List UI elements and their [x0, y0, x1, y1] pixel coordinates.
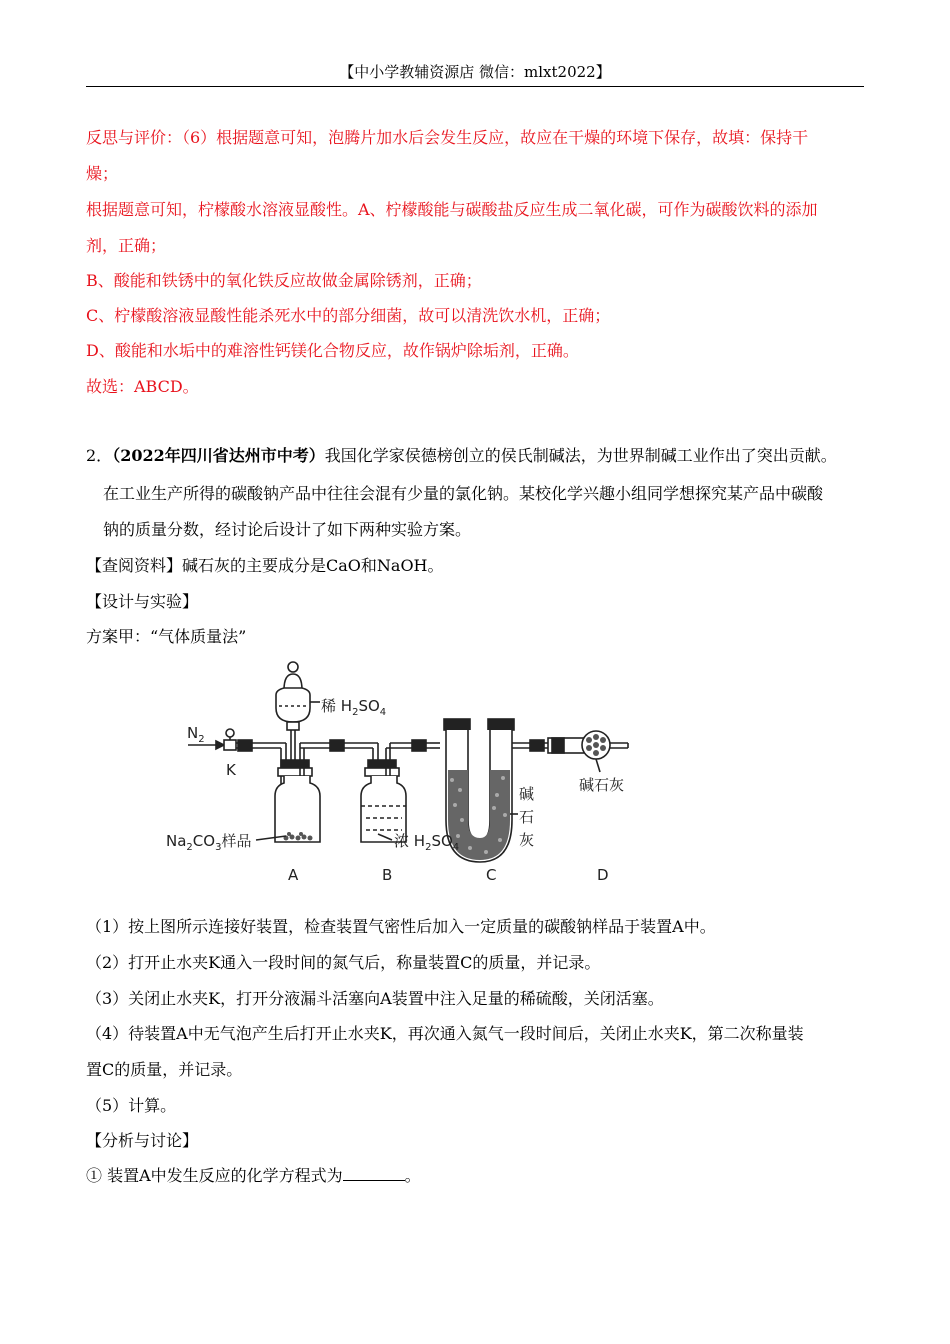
apparatus-label-b: B	[382, 866, 393, 884]
question-stem-line: 在工业生产所得的碳酸钠产品中往往会混有少量的氯化钠。某校化学兴趣小组同学想探究某产品中碳酸	[103, 484, 824, 503]
answer-line: 根据题意可知，柠檬酸水溶液显酸性。A、柠檬酸能与碳酸盐反应生成二氧化碳，可作为碳酸饮料的添加	[86, 200, 818, 219]
answer-line: C、柠檬酸溶液显酸性能杀死水中的部分细菌，故可以清洗饮水机，正确；	[86, 306, 611, 325]
u-tube-left-stopper	[444, 719, 470, 730]
apparatus-label-c: C	[486, 866, 497, 884]
step-item: （3）关闭止水夹K，打开分液漏斗活塞向A装置中注入足量的稀硫酸，关闭活塞。	[86, 989, 664, 1008]
conc-acid-label: 浓 $H_2SO_4$	[394, 832, 460, 853]
step-item: （1）按上图所示连接好装置，检查装置气密性后加入一定质量的碳酸钠样品于装置A中。	[86, 917, 716, 936]
plan-title: 方案甲：“气体质量法”	[86, 627, 247, 646]
rubber-connector	[238, 740, 252, 751]
question-stem-line: 钠的质量分数，经讨论后设计了如下两种实验方案。	[103, 520, 472, 539]
section-heading: 【设计与实验】	[86, 592, 199, 611]
page-header: 【中小学教辅资源店 微信：mlxt2022】	[339, 63, 611, 81]
soda-lime-c-label: 碱	[519, 785, 535, 803]
bottle-a	[275, 776, 320, 842]
answer-line: 燥；	[86, 164, 119, 183]
reference-info: 【查阅资料】碱石灰的主要成分是CaO和NaOH。	[86, 556, 444, 575]
stopcock-k-icon	[224, 740, 236, 750]
answer-line: B、酸能和铁锈中的氧化铁反应故做金属除锈剂，正确；	[86, 271, 482, 290]
k-label: K	[226, 761, 236, 779]
u-tube-right-stopper	[488, 719, 514, 730]
apparatus-label-d: D	[597, 866, 609, 884]
dilute-acid-label: 稀 $H_2SO_4$	[321, 697, 387, 718]
bottle-b-stopper	[368, 760, 396, 768]
sub-question-end: 。	[404, 1166, 421, 1185]
answer-line: 故选：ABCD。	[86, 377, 199, 396]
apparatus-label-a: A	[288, 866, 299, 884]
soda-lime-c-label: 灰	[519, 831, 535, 849]
question-stem-text: 我国化学家侯德榜创立的侯氏制碱法，为世界制碱工业作出了突出贡献。	[324, 446, 837, 465]
answer-line: 反思与评价：（6）根据题意可知，泡腾片加水后会发生反应，故应在干燥的环境下保存，故填：保持干	[86, 128, 809, 147]
section-heading: 【分析与讨论】	[86, 1131, 199, 1150]
answer-line: 剂，正确；	[86, 236, 167, 255]
stopcock-handle-icon	[226, 729, 234, 737]
step-item: 置C的质量，并记录。	[86, 1060, 243, 1079]
rubber-connector	[330, 740, 344, 751]
step-item: （4）待装置A中无气泡产生后打开止水夹K，再次通入氮气一段时间后，关闭止水夹K，第二次称量装	[86, 1024, 804, 1043]
soda-lime-d-label: 碱石灰	[579, 776, 625, 794]
question-number: 2．	[86, 446, 113, 465]
step-item: （5）计算。	[86, 1096, 177, 1115]
step-item: （2）打开止水夹K通入一段时间的氮气后，称量装置C的质量，并记录。	[86, 953, 601, 972]
sample-label: $Na_2CO_3$样品	[166, 832, 252, 853]
arrow-head-icon	[216, 741, 224, 749]
sub-question	[86, 1158, 421, 1194]
soda-lime-c-label: 石	[519, 808, 535, 826]
funnel-stopper-icon	[288, 662, 298, 672]
n2-label: $N_2$	[187, 724, 205, 745]
rubber-connector	[412, 740, 426, 751]
separating-funnel	[276, 688, 310, 722]
answer-line: D、酸能和水垢中的难溶性钙镁化合物反应，故作锅炉除垢剂，正确。	[86, 341, 579, 360]
rubber-connector	[530, 740, 544, 751]
answer-blank[interactable]	[343, 1166, 405, 1181]
sub-question-text: ① 装置A中发生反应的化学方程式为	[86, 1166, 343, 1185]
question-source: （2022年四川省达州市中考）	[112, 446, 325, 465]
